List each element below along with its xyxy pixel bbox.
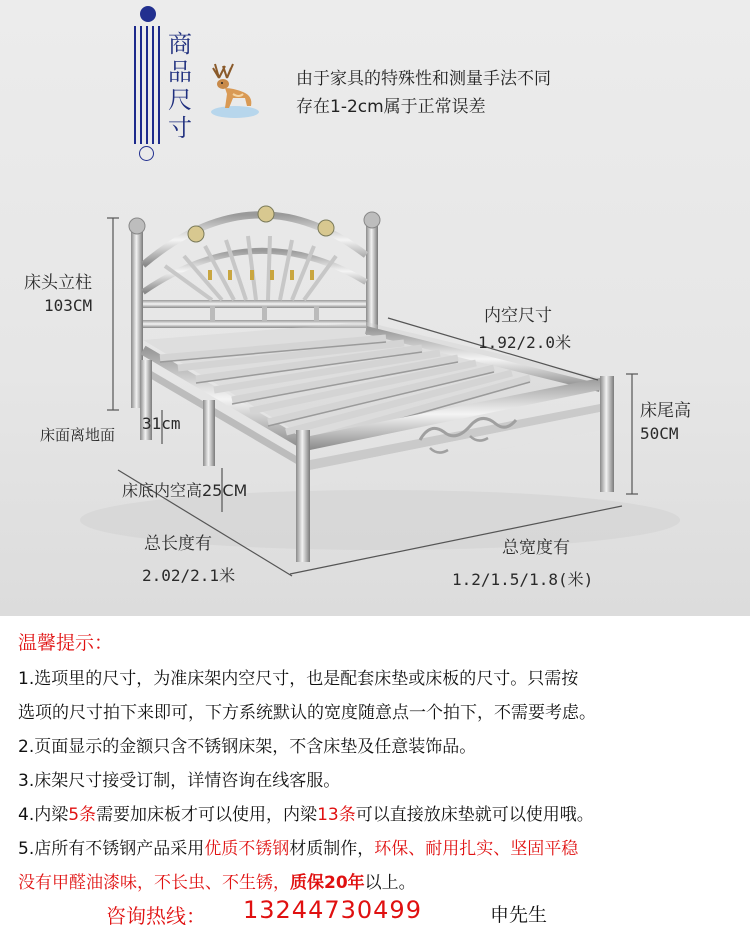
measurement-note-line-2: 存在1-2cm属于正常误差 [296, 97, 486, 117]
tip-line-5 [18, 800, 594, 825]
tip-line-5-highlight: 5条 [68, 805, 97, 825]
tip-line-6-highlight: 环保、耐用扎实、坚固平稳 [374, 839, 579, 859]
tip-line-5-part: 需要加床板才可以使用，内梁 [96, 805, 318, 825]
tip-line-6 [18, 834, 578, 859]
clearance-value: 31cm [142, 414, 181, 433]
tip-line-7-warranty: 质保20年 [290, 873, 365, 893]
tip-line-5-part: 可以直接放床垫就可以使用哦。 [355, 805, 594, 825]
measurement-note-line-1: 由于家具的特殊性和测量手法不同 [296, 69, 551, 89]
foot-height-label: 床尾高 [640, 401, 691, 421]
head-post-value: 103CM [44, 296, 93, 315]
tips-title: 温馨提示： [18, 632, 114, 654]
section-title: 商品尺寸 [168, 30, 192, 142]
clearance-label: 床面离地面 [40, 426, 116, 444]
tip-line-6-part: 5.店所有不锈钢产品采用 [18, 839, 205, 859]
tip-line-5-highlight: 13条 [317, 805, 356, 825]
head-post-label: 床头立柱 [24, 273, 92, 293]
tip-line-6-part: 材质制作， [289, 839, 375, 859]
tip-line-7-part: 以上。 [364, 873, 416, 893]
total-length-value: 2.02/2.1米 [142, 566, 236, 585]
tip-line-2: 选项的尺寸拍下来即可，下方系统默认的宽度随意点一个拍下，不需要考虑。 [18, 703, 596, 723]
tip-line-3: 2.页面显示的金额只含不锈钢床架，不含床垫及任意装饰品。 [18, 737, 477, 757]
total-length-label: 总长度有 [144, 534, 212, 554]
under-space-label: 床底内空高25CM [122, 481, 248, 500]
inner-size-value: 1.92/2.0米 [478, 333, 572, 352]
hotline-number[interactable]: 13244730499 [243, 896, 422, 924]
foot-height-value: 50CM [640, 424, 679, 443]
hotline-label: 咨询热线： [106, 904, 206, 928]
tip-line-4: 3.床架尺寸接受订制，详情咨询在线客服。 [18, 771, 341, 791]
total-width-value: 1.2/1.5/1.8(米) [452, 570, 594, 589]
tip-line-7-highlight: 没有甲醛油漆味，不长虫、不生锈， [18, 873, 290, 893]
contact-name: 申先生 [490, 904, 548, 926]
tip-line-6-highlight: 优质不锈钢 [204, 839, 290, 859]
inner-size-label: 内空尺寸 [484, 306, 552, 326]
total-width-label: 总宽度有 [502, 538, 570, 558]
tip-line-7 [18, 868, 416, 893]
tip-line-5-part: 4.内梁 [18, 805, 69, 825]
tip-line-1: 1.选项里的尺寸，为准床架内空尺寸，也是配套床垫或床板的尺寸。只需按 [18, 669, 579, 689]
tips-section [0, 616, 750, 946]
